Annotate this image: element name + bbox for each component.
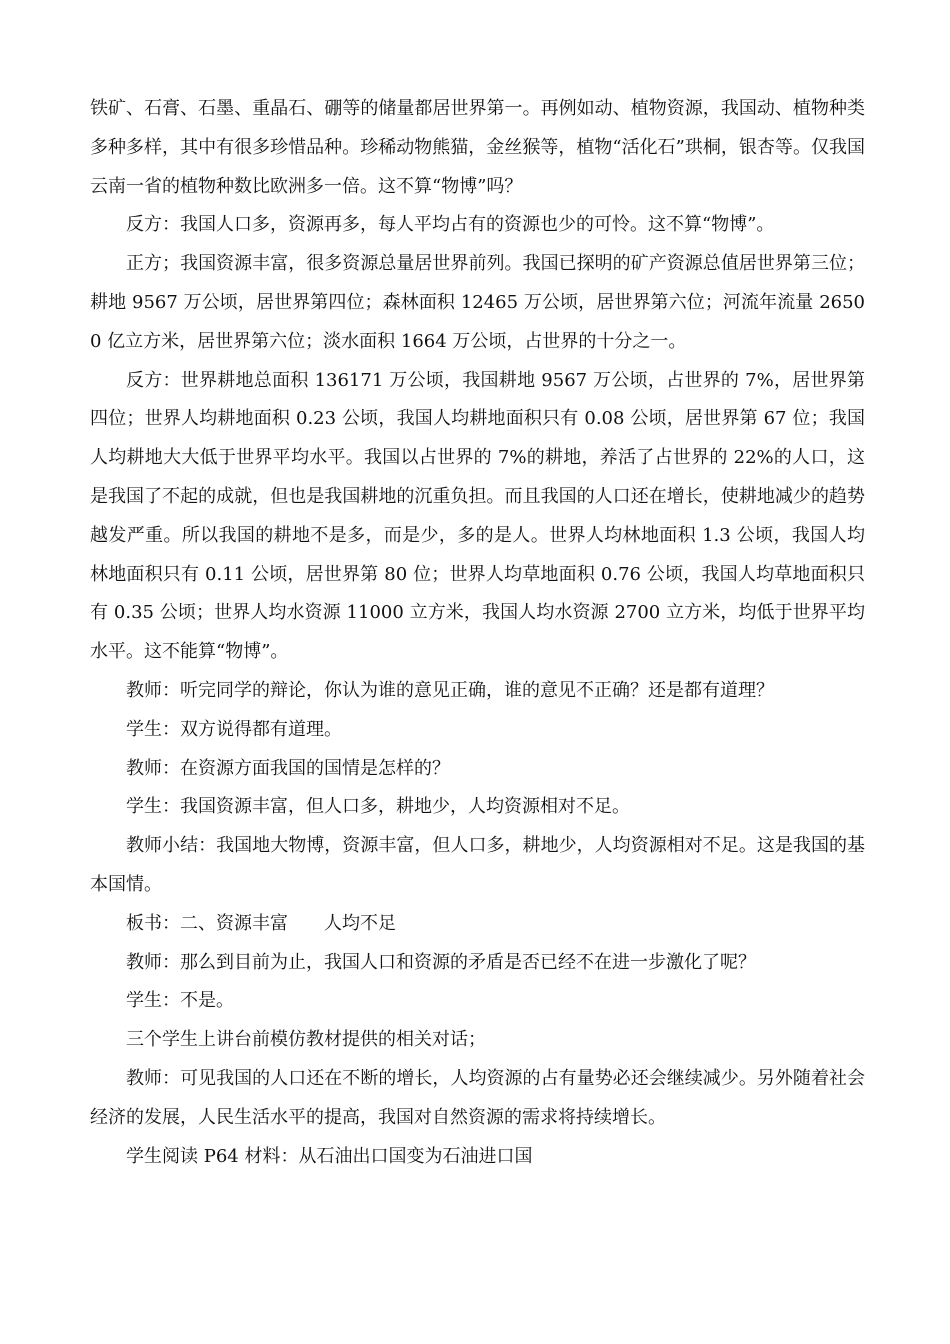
- paragraph-resources-examples: 铁矿、石膏、石墨、重晶石、硼等的储量都居世界第一。再例如动、植物资源，我国动、植物种类多种多样，其中有很多珍惜品种。珍稀动物熊猫，金丝猴等，植物“活化石”珙桐，银杏等。仅我国云南一省的植物种数比欧洲多一倍。这不算“物博”吗？: [90, 98, 865, 197]
- paragraph-blackboard-note: [90, 905, 865, 944]
- paragraph-teacher-question-national: 教师：在资源方面我国的国情是怎样的？: [126, 757, 450, 779]
- paragraph-teacher-question-debate: 教师：听完同学的辩论，你认为谁的意见正确，谁的意见不正确？还是都有道理？: [126, 679, 774, 701]
- paragraph-student-answer-no: 学生：不是。: [126, 990, 234, 1012]
- paragraph-teacher-growth: 教师：可见我国的人口还在不断的增长，人均资源的占有量势必还会继续减少。另外随着社会经济的发展，人民生活水平的提高，我国对自然资源的需求将持续增长。: [90, 1067, 865, 1128]
- paragraph-student-answer-both: 学生：双方说得都有道理。: [126, 718, 342, 740]
- blackboard-subheading: 人均不足: [324, 912, 396, 934]
- paragraph-student-reading: 学生阅读 P64 材料：从石油出口国变为石油进口国: [126, 1145, 533, 1167]
- paragraph-student-answer-resources: 学生：我国资源丰富，但人口多，耕地少，人均资源相对不足。: [126, 796, 630, 818]
- paragraph-opposition-population: 反方：我国人口多，资源再多，每人平均占有的资源也少的可怜。这不算“物博”。: [126, 214, 775, 236]
- document-page: [90, 90, 865, 1176]
- paragraph-teacher-summary: 教师小结：我国地大物博，资源丰富，但人口多，耕地少，人均资源相对不足。这是我国的基本国情。: [90, 835, 865, 895]
- paragraph-affirmative-totals: 正方；我国资源丰富，很多资源总量居世界前列。我国已探明的矿产资源总值居世界第三位；耕地 9567 万公顷，居世界第四位；森林面积 12465 万公顷，居世界第六位；河流年流量 26500 亿立方米，居世界第六位；淡水面积 1664 万公顷，占世界的十分之一。: [90, 253, 865, 352]
- paragraph-teacher-question-conflict: 教师：那么到目前为止，我国人口和资源的矛盾是否已经不在进一步激化了呢？: [126, 951, 756, 973]
- blackboard-heading: 板书：二、资源丰富: [126, 912, 288, 934]
- paragraph-opposition-per-capita: 反方：世界耕地总面积 136171 万公顷，我国耕地 9567 万公顷，占世界的 7%，居世界第四位；世界人均耕地面积 0.23 公顷，我国人均耕地面积只有 0.08 公顷，居世界第 67 位；我国人均耕地大大低于世界平均水平。我国以占世界的 7%的耕地，养活了占世界的 22%的人口，这是我国了不起的成就，但也是我国耕地的沉重负担。而且我国的人口还在增长，使耕地减少的趋势越发严重。所以我国的耕地不是多，而是少，多的是人。世界人均林地面积 1.3 公顷，我国人均林地面积只有 0.11 公顷，居世界第 80 位；世界人均草地面积 0.76 公顷，我国人均草地面积只有 0.35 公顷；世界人均水资源 11000 立方米，我国人均水资源 2700 立方米，均低于世界平均水平。这不能算“物博”。: [90, 369, 865, 663]
- paragraph-students-dialogue: 三个学生上讲台前模仿教材提供的相关对话；: [126, 1029, 486, 1051]
